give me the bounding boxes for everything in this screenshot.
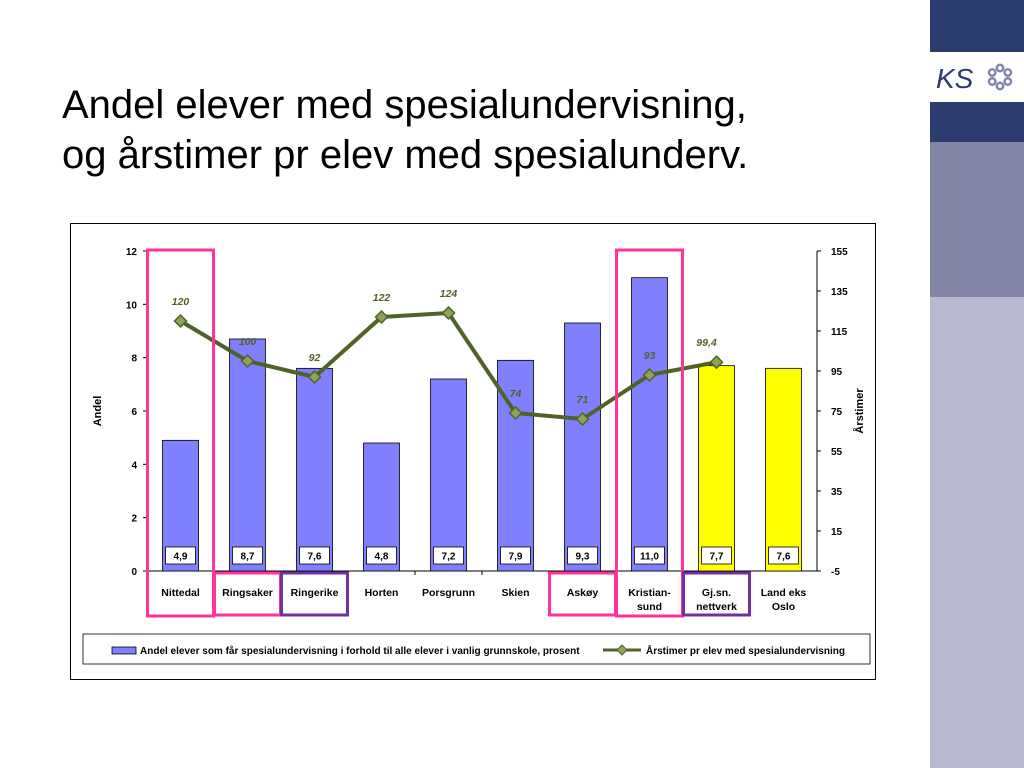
right-tick-label: 75 — [831, 407, 843, 418]
left-tick-label: 0 — [131, 567, 137, 578]
left-tick-label: 8 — [131, 353, 137, 365]
left-tick-label: 12 — [125, 247, 137, 258]
bar-data-label: 4,9 — [173, 551, 188, 563]
ks-logo — [930, 52, 1024, 102]
legend-bar-swatch — [112, 647, 136, 654]
category-label: Nittedal — [161, 587, 200, 599]
combo-chart — [71, 224, 875, 679]
bar — [699, 366, 735, 571]
bar — [565, 323, 601, 571]
bar-data-label: 8,7 — [240, 551, 255, 563]
category-label: Porsgrunn — [421, 587, 476, 599]
bar — [431, 379, 467, 571]
bar — [632, 278, 668, 571]
right-tick-label: 55 — [831, 447, 843, 458]
bar-data-label: 9,3 — [575, 551, 590, 563]
category-label: Kristian- — [628, 587, 671, 599]
y-axis-title-right: Årstimer — [854, 388, 866, 434]
left-tick-label: 6 — [131, 407, 137, 418]
category-label: sund — [636, 601, 663, 613]
sidebar-block-light — [930, 297, 1024, 768]
line-data-label: 74 — [509, 388, 522, 400]
ks-logo-graphic — [930, 52, 1024, 102]
sidebar-block-dark — [930, 102, 1024, 142]
bar-data-label: 7,9 — [508, 551, 523, 563]
line-data-label: 71 — [576, 394, 589, 406]
right-tick-label: 115 — [831, 327, 848, 338]
category-label: Gj.sn. — [701, 587, 732, 599]
left-tick-label: 2 — [131, 513, 137, 525]
line-data-label: 92 — [308, 352, 321, 364]
right-tick-label: -5 — [831, 567, 840, 578]
right-tick-label: 155 — [831, 247, 848, 258]
line-data-label: 93 — [643, 350, 656, 362]
bar — [230, 339, 266, 571]
bar — [297, 368, 333, 571]
category-label: Land eks — [760, 587, 807, 599]
line-data-label: 99,4 — [696, 337, 717, 350]
category-label: Oslo — [771, 601, 796, 613]
right-tick-label: 15 — [831, 527, 843, 538]
sidebar-block-mid — [930, 142, 1024, 297]
line-data-label: 100 — [238, 336, 257, 348]
category-label: nettverk — [696, 601, 737, 613]
category-label: Ringerike — [290, 587, 339, 599]
left-tick-label: 10 — [125, 300, 137, 312]
sidebar-block-top — [930, 0, 1024, 52]
category-label: Skien — [501, 587, 530, 599]
slide-title — [62, 80, 902, 180]
right-tick-label: 95 — [831, 367, 843, 378]
bar-data-label: 11,0 — [640, 551, 659, 563]
left-tick-label: 4 — [131, 460, 137, 472]
category-label: Ringsaker — [222, 587, 273, 599]
line-data-label: 122 — [372, 292, 391, 304]
y-axis-title: Andel — [92, 395, 104, 427]
category-label: Askøy — [566, 587, 599, 599]
bar-data-label: 7,6 — [776, 551, 791, 563]
line-data-label: 124 — [439, 288, 458, 300]
bar-data-label: 4,8 — [374, 551, 389, 563]
bar-data-label: 7,6 — [307, 551, 322, 563]
bar — [766, 368, 802, 571]
legend-line-label: Årstimer pr elev med spesialundervisning — [646, 646, 845, 657]
line-data-label: 120 — [171, 296, 190, 308]
right-tick-label: 135 — [831, 287, 848, 298]
side-decoration-bar — [930, 0, 1024, 768]
category-label: Horten — [364, 587, 399, 599]
bar-data-label: 7,2 — [441, 551, 456, 563]
title-line-1: Andel elever med spesialundervisning, — [62, 83, 747, 127]
legend-bar-label: Andel elever som får spesialundervisning i forhold til alle elever i vanlig grunnskole, prosent — [140, 646, 580, 657]
title-line-2: og årstimer pr elev med spesialunderv. — [62, 133, 749, 177]
right-tick-label: 35 — [831, 487, 843, 498]
ks-logo-text: KS — [936, 63, 974, 94]
bar-data-label: 7,7 — [709, 551, 724, 563]
chart-frame — [70, 223, 876, 680]
